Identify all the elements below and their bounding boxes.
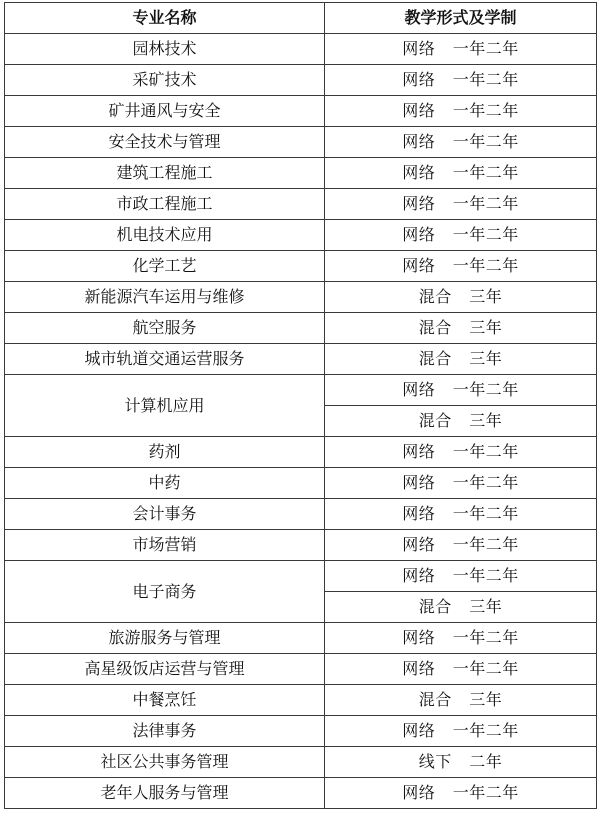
table-row: [5, 623, 597, 654]
table-row: [5, 685, 597, 716]
teaching-form: 线下: [418, 752, 452, 771]
teaching-mode-cell: [325, 716, 597, 747]
major-name-cell: 矿井通风与安全: [5, 96, 325, 127]
table-row: [5, 778, 597, 809]
teaching-form: 网络: [402, 783, 436, 802]
teaching-mode-cell: [325, 747, 597, 778]
majors-table: [4, 2, 597, 809]
teaching-form: 网络: [402, 225, 436, 244]
table-row: [5, 344, 597, 375]
table-body: [5, 34, 597, 809]
teaching-form: 网络: [402, 39, 436, 58]
teaching-mode-cell: [325, 220, 597, 251]
teaching-form: 混合: [418, 318, 452, 337]
major-name-cell: 社区公共事务管理: [5, 747, 325, 778]
major-name-cell: 安全技术与管理: [5, 127, 325, 158]
major-name-cell: 市场营销: [5, 530, 325, 561]
teaching-form: 网络: [402, 70, 436, 89]
study-duration: 一年二年: [452, 659, 519, 678]
study-duration: 一年二年: [452, 380, 519, 399]
table-row: [5, 468, 597, 499]
major-name-cell: 航空服务: [5, 313, 325, 344]
study-duration: 一年二年: [452, 504, 519, 523]
teaching-mode-cell: [325, 530, 597, 561]
major-name-cell: 园林技术: [5, 34, 325, 65]
major-name-cell: 中药: [5, 468, 325, 499]
teaching-form: 混合: [418, 411, 452, 430]
table-row: [5, 561, 597, 592]
table-row: [5, 437, 597, 468]
teaching-mode-cell: [325, 375, 597, 406]
major-name-cell: 法律事务: [5, 716, 325, 747]
study-duration: 三年: [469, 349, 503, 368]
major-name-cell: 旅游服务与管理: [5, 623, 325, 654]
teaching-form: 网络: [402, 535, 436, 554]
teaching-mode-cell: [325, 158, 597, 189]
major-name-cell: 高星级饭店运营与管理: [5, 654, 325, 685]
major-name-cell: 城市轨道交通运营服务: [5, 344, 325, 375]
major-name-cell: 会计事务: [5, 499, 325, 530]
teaching-form: 网络: [402, 721, 436, 740]
table-row: [5, 158, 597, 189]
study-duration: 三年: [469, 690, 503, 709]
header-row: [5, 3, 597, 34]
teaching-form: 网络: [402, 101, 436, 120]
study-duration: 一年二年: [452, 132, 519, 151]
teaching-mode-cell: [325, 561, 597, 592]
major-name-cell: 药剂: [5, 437, 325, 468]
study-duration: 三年: [469, 287, 503, 306]
teaching-form: 网络: [402, 380, 436, 399]
teaching-mode-cell: [325, 437, 597, 468]
teaching-mode-cell: [325, 592, 597, 623]
table-row: [5, 220, 597, 251]
study-duration: 一年二年: [452, 535, 519, 554]
teaching-mode-cell: [325, 499, 597, 530]
study-duration: 一年二年: [452, 70, 519, 89]
major-name-cell: 老年人服务与管理: [5, 778, 325, 809]
table-row: [5, 96, 597, 127]
study-duration: 二年: [469, 752, 503, 771]
teaching-form: 网络: [402, 256, 436, 275]
study-duration: 三年: [469, 318, 503, 337]
teaching-form: 网络: [402, 659, 436, 678]
teaching-mode-cell: [325, 468, 597, 499]
study-duration: 一年二年: [452, 225, 519, 244]
teaching-mode-cell: [325, 623, 597, 654]
table-row: [5, 282, 597, 313]
teaching-form: 网络: [402, 628, 436, 647]
major-name-cell: 计算机应用: [5, 375, 325, 437]
teaching-mode-cell: [325, 778, 597, 809]
teaching-form: 混合: [418, 690, 452, 709]
table-row: [5, 127, 597, 158]
table-row: [5, 747, 597, 778]
study-duration: 一年二年: [452, 101, 519, 120]
table-row: [5, 375, 597, 406]
teaching-mode-cell: [325, 65, 597, 96]
major-name-cell: 中餐烹饪: [5, 685, 325, 716]
teaching-form: 网络: [402, 504, 436, 523]
study-duration: 一年二年: [452, 194, 519, 213]
table-row: [5, 251, 597, 282]
study-duration: 一年二年: [452, 783, 519, 802]
major-name-cell: 新能源汽车运用与维修: [5, 282, 325, 313]
teaching-mode-cell: [325, 344, 597, 375]
study-duration: 三年: [469, 411, 503, 430]
study-duration: 一年二年: [452, 566, 519, 585]
study-duration: 一年二年: [452, 256, 519, 275]
teaching-form: 网络: [402, 473, 436, 492]
major-name-cell: 采矿技术: [5, 65, 325, 96]
major-name-cell: 机电技术应用: [5, 220, 325, 251]
teaching-form: 网络: [402, 163, 436, 182]
teaching-mode-cell: [325, 189, 597, 220]
teaching-form: 网络: [402, 132, 436, 151]
teaching-mode-cell: [325, 685, 597, 716]
teaching-mode-cell: [325, 654, 597, 685]
study-duration: 一年二年: [452, 628, 519, 647]
study-duration: 三年: [469, 597, 503, 616]
teaching-mode-cell: [325, 34, 597, 65]
table-row: [5, 530, 597, 561]
teaching-mode-cell: [325, 127, 597, 158]
major-name-cell: 化学工艺: [5, 251, 325, 282]
teaching-mode-cell: [325, 96, 597, 127]
table-row: [5, 654, 597, 685]
major-name-cell: 市政工程施工: [5, 189, 325, 220]
teaching-form: 混合: [418, 597, 452, 616]
teaching-form: 网络: [402, 194, 436, 213]
study-duration: 一年二年: [452, 442, 519, 461]
teaching-form: 网络: [402, 566, 436, 585]
table-row: [5, 34, 597, 65]
table-header: [5, 3, 597, 34]
teaching-mode-cell: [325, 282, 597, 313]
column-header-major-name: 专业名称: [5, 3, 325, 34]
study-duration: 一年二年: [452, 163, 519, 182]
teaching-mode-cell: [325, 406, 597, 437]
teaching-mode-cell: [325, 251, 597, 282]
table-row: [5, 716, 597, 747]
table-row: [5, 189, 597, 220]
teaching-mode-cell: [325, 313, 597, 344]
major-name-cell: 电子商务: [5, 561, 325, 623]
major-name-cell: 建筑工程施工: [5, 158, 325, 189]
teaching-form: 混合: [418, 349, 452, 368]
study-duration: 一年二年: [452, 39, 519, 58]
table-row: [5, 313, 597, 344]
teaching-form: 网络: [402, 442, 436, 461]
column-header-teaching-mode: 教学形式及学制: [325, 3, 597, 34]
study-duration: 一年二年: [452, 473, 519, 492]
table-row: [5, 499, 597, 530]
study-duration: 一年二年: [452, 721, 519, 740]
table-row: [5, 65, 597, 96]
teaching-form: 混合: [418, 287, 452, 306]
